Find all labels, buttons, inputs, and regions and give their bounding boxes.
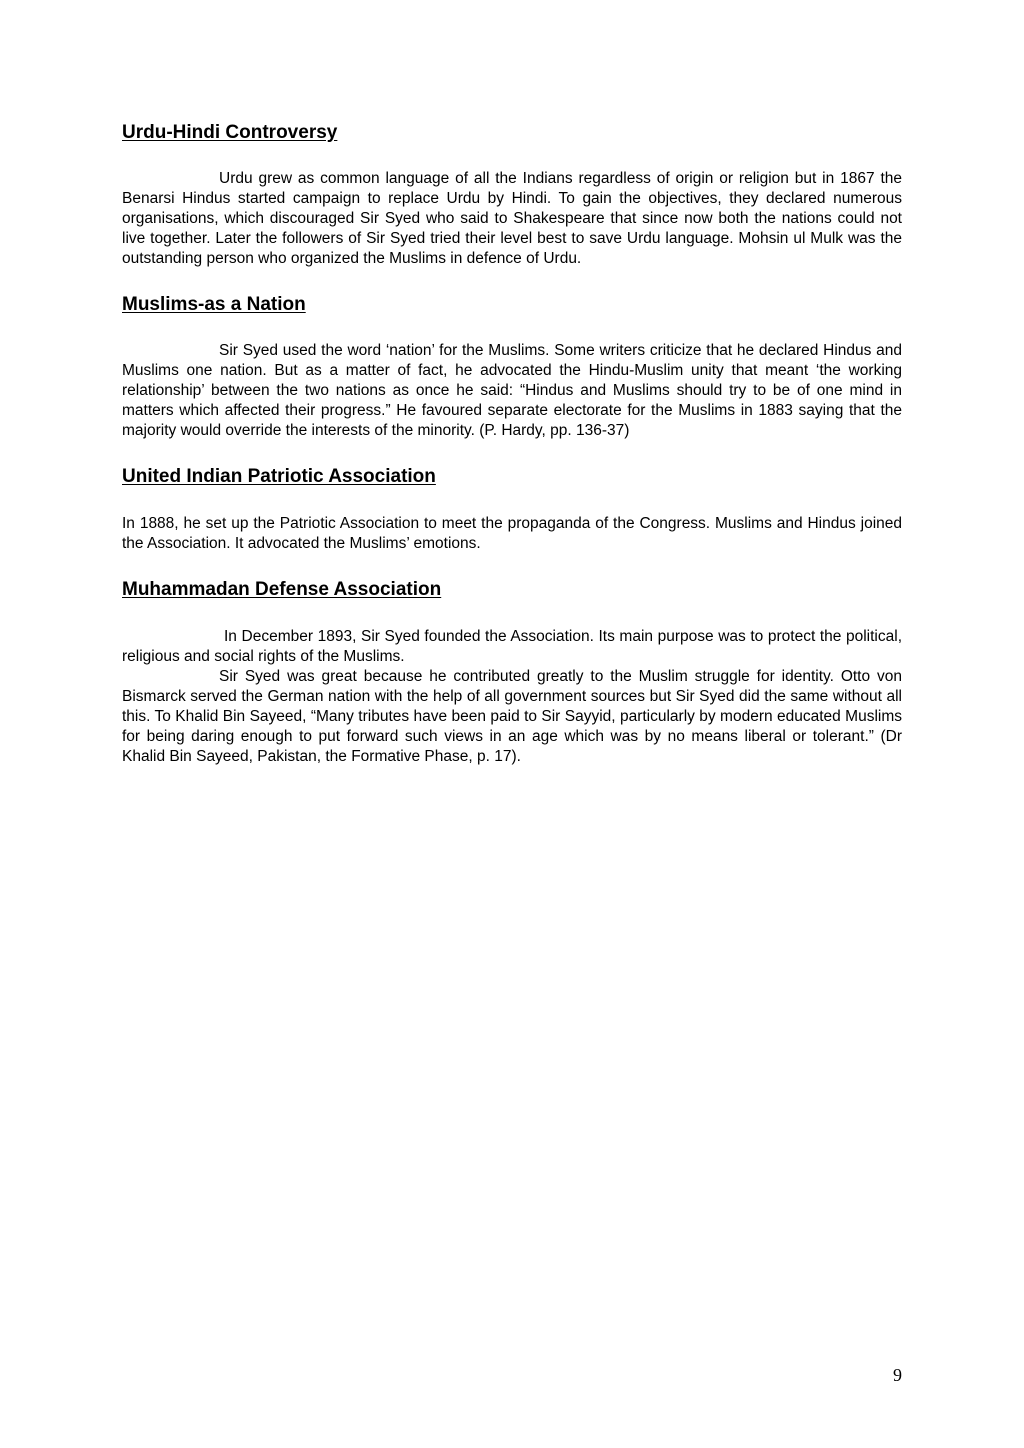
section-heading-muslims-as-a-nation: Muslims-as a Nation (122, 294, 306, 315)
section-heading-urdu-hindi-controversy: Urdu-Hindi Controversy (122, 122, 338, 143)
paragraph-muslims-as-a-nation: Sir Syed used the word ‘nation’ for the Muslims. Some writers criticize that he declared Hindus and Muslims one nation. But as a matter of fact, he advocated the Hindu-Muslim unity that meant ‘the working relationship’ between the two nations as once he said: “Hindus and Muslims should try to be of one mind in matters which affected their progress.” He favoured separate electorate for the Muslims in 1883 saying that the majority would override the interests of the minority. (P. Hardy, pp. 136-37) (122, 342, 902, 439)
page-number: 9 (893, 1365, 902, 1385)
paragraph-urdu-hindi-controversy: Urdu grew as common language of all the Indians regardless of origin or religion but in 1867 the Benarsi Hindus started campaign to replace Urdu by Hindi. To gain the objectives, they declared numerous organisations, which discouraged Sir Syed who said to Shakespeare that since now both the nations could not live together. Later the followers of Sir Syed tried their level best to save Urdu language. Mohsin ul Mulk was the outstanding person who organized the Muslims in defence of Urdu. (122, 170, 902, 267)
paragraph-united-indian-patriotic-association: In 1888, he set up the Patriotic Association to meet the propaganda of the Congress. Muslims and Hindus joined the Association. It advocated the Muslims’ emotions. (122, 515, 902, 552)
document-page (122, 119, 902, 767)
section-heading-united-indian-patriotic-association: United Indian Patriotic Association (122, 466, 436, 487)
paragraph-muhammadan-defense-association-1: In December 1893, Sir Syed founded the Association. Its main purpose was to protect the political, religious and social rights of the Muslims. (122, 628, 902, 665)
section-heading-muhammadan-defense-association: Muhammadan Defense Association (122, 579, 442, 600)
paragraph-muhammadan-defense-association-2: Sir Syed was great because he contributed greatly to the Muslim struggle for identity. Otto von Bismarck served the German nation with the help of all government sources but Sir Syed did the same without all this. To Khalid Bin Sayeed, “Many tributes have been paid to Sir Sayyid, particularly by modern educated Muslims for being daring enough to put forward such views in an age which was by no means liberal or tolerant.” (Dr Khalid Bin Sayeed, Pakistan, the Formative Phase, p. 17). (122, 668, 902, 765)
